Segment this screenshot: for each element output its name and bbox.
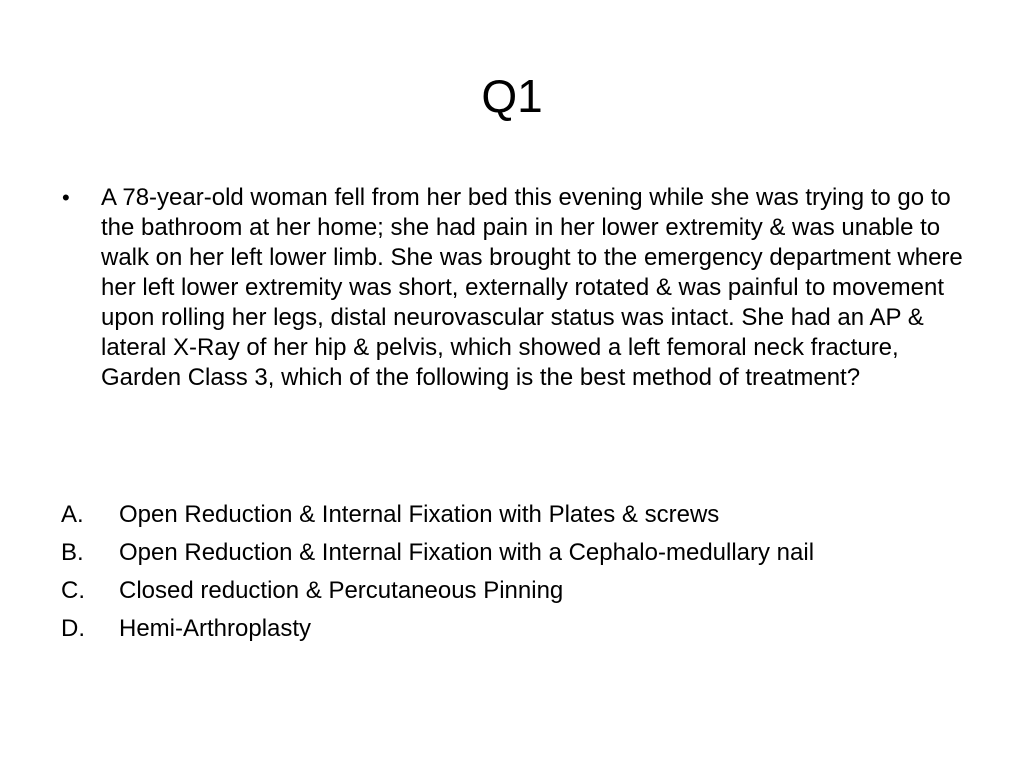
option-text: Hemi-Arthroplasty [119,615,312,642]
option-text: Open Reduction & Internal Fixation with Plates & screws [119,501,720,528]
question-block [58,183,970,393]
option-letter: C. [61,577,85,604]
question-text: A 78-year-old woman fell from her bed this evening while she was trying to go to the bathroom at her home; she had pain in her lower extremity & was unable to walk on her left lower limb. She was brought to the emergency department where her left lower extremity was short, externally rotated & was painful to movement upon rolling her legs, distal neurovascular status was intact. She had an AP & lateral X-Ray of her hip & pelvis, which showed a left femoral neck fracture, Garden Class 3, which of the following is the best method of treatment? [101,184,963,391]
question-bullet-row [58,183,970,393]
slide-title: Q1 [481,70,543,122]
option-text: Closed reduction & Percutaneous Pinning [119,577,564,604]
option-a [58,496,988,534]
option-d [58,610,988,648]
option-letter: D. [61,615,85,642]
option-letter: B. [61,539,84,566]
option-b [58,534,988,572]
answer-options-list [58,496,988,648]
option-text: Open Reduction & Internal Fixation with a Cephalo-medullary nail [119,539,815,566]
option-letter: A. [61,501,84,528]
option-c [58,572,988,610]
bullet-icon: • [62,185,70,210]
